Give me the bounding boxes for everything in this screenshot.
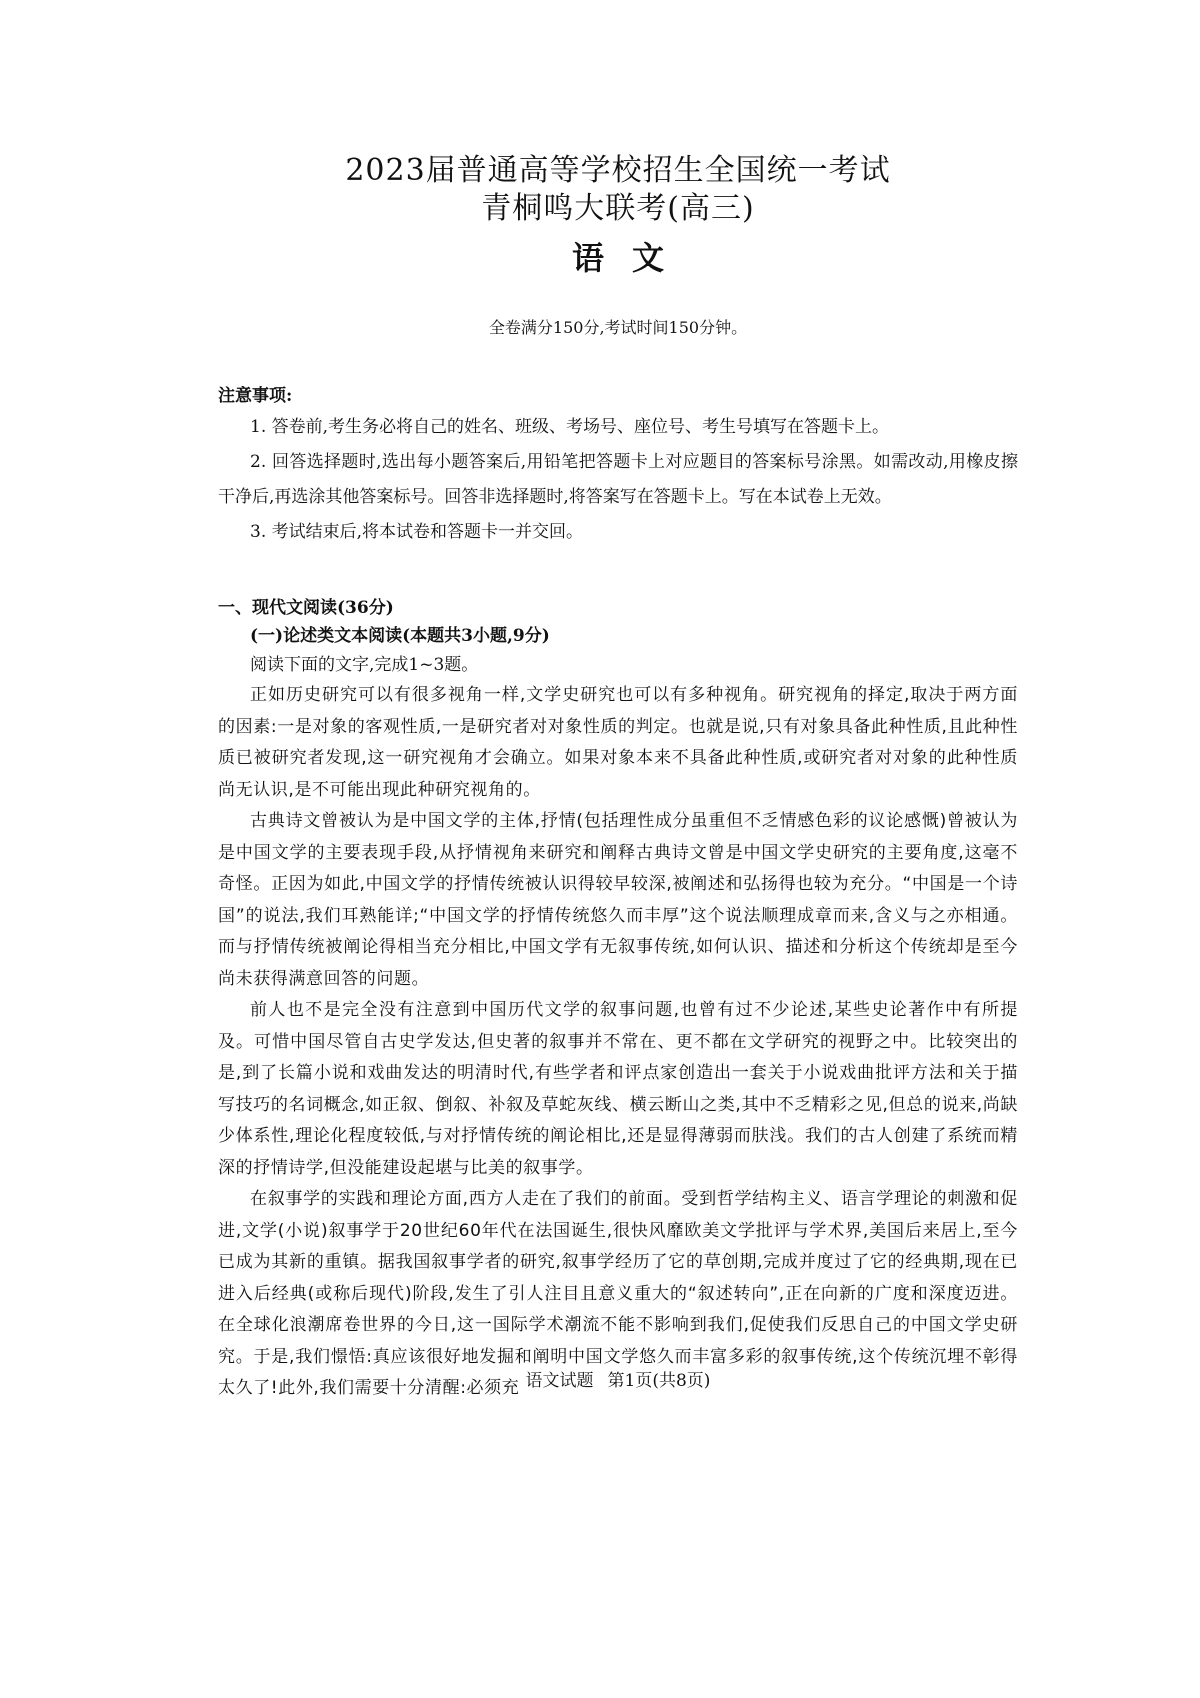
- section-subheading: (一)论述类文本阅读(本题共3小题,9分): [250, 626, 550, 646]
- passage-paragraph-2: 古典诗文曾被认为是中国文学的主体,抒情(包括理性成分虽重但不乏情感色彩的议论感慨)曾被认为是中国文学的主要表现手段,从抒情视角来研究和阐释古典诗文曾是中国文学史研究的主要角度,这毫不奇怪。正因为如此,中国文学的抒情传统被认识得较早较深,被阐述和弘扬得也较为充分。“中国是一个诗国”的说法,我们耳熟能详;“中国文学的抒情传统悠久而丰厚”这个说法顺理成章而来,含义与之亦相通。而与抒情传统被阐论得相当充分相比,中国文学有无叙事传统,如何认识、描述和分析这个传统却是至今尚未获得满意回答的问题。: [218, 811, 1018, 989]
- passage-paragraph-3: 前人也不是完全没有注意到中国历代文学的叙事问题,也曾有过不少论述,某些史论著作中有所提及。可惜中国尽管自古史学发达,但史著的叙事并不常在、更不都在文学研究的视野之中。比较突出的是,到了长篇小说和戏曲发达的明清时代,有些学者和评点家创造出一套关于小说戏曲批评方法和关于描写技巧的名词概念,如正叙、倒叙、补叙及草蛇灰线、横云断山之类,其中不乏精彩之见,但总的说来,尚缺少体系性,理论化程度较低,与对抒情传统的阐论相比,还是显得薄弱而肤浅。我们的古人创建了系统而精深的抒情诗学,但没能建设起堪与比美的叙事学。: [218, 1000, 1018, 1178]
- exam-subtitle: 青桐鸣大联考(高三): [481, 191, 755, 226]
- notice-heading: 注意事项:: [218, 386, 293, 406]
- footer-subject: 语文试题: [525, 1371, 594, 1391]
- passage-paragraph-1: 正如历史研究可以有很多视角一样,文学史研究也可以有多种视角。研究视角的择定,取决于两方面的因素:一是对象的客观性质,一是研究者对对象性质的判定。也就是说,只有对象具备此种性质,且此种性质已被研究者发现,这一研究视角才会确立。如果对象本来不具备此种性质,或研究者对对象的此种性质尚无认识,是不可能出现此种研究视角的。: [218, 685, 1018, 800]
- page-footer: [218, 1368, 1018, 1394]
- notice-item-1: 1. 答卷前,考生务必将自己的姓名、班级、考场号、座位号、考生号填写在答题卡上。: [250, 417, 890, 437]
- passage-paragraph-4: 在叙事学的实践和理论方面,西方人走在了我们的前面。受到哲学结构主义、语言学理论的刺激和促进,文学(小说)叙事学于20世纪60年代在法国诞生,很快风靡欧美文学批评与学术界,美国后来居上,至今已成为其新的重镇。据我国叙事学者的研究,叙事学经历了它的草创期,完成并度过了它的经典期,现在已进入后经典(或称后现代)阶段,发生了引人注目且意义重大的“叙述转向”,正在向新的广度和深度迈进。在全球化浪潮席卷世界的今日,这一国际学术潮流不能不影响到我们,促使我们反思自己的中国文学史研究。于是,我们憬悟:真应该很好地发掘和阐明中国文学悠久而丰富多彩的叙事传统,这个传统沉埋不彰得太久了!此外,我们需要十分清醒:必须充: [218, 1189, 1018, 1398]
- exam-title: 2023届普通高等学校招生全国统一考试: [345, 153, 891, 188]
- footer-page-number: 第1页(共8页): [607, 1371, 711, 1391]
- notice-item-3: 3. 考试结束后,将本试卷和答题卡一并交回。: [250, 522, 584, 542]
- subject-title: 语文: [571, 239, 692, 277]
- exam-page: [218, 150, 1018, 1405]
- reading-instruction: 阅读下面的文字,完成1~3题。: [250, 655, 479, 675]
- exam-meta: 全卷满分150分,考试时间150分钟。: [488, 318, 748, 337]
- notice-item-2: 2. 回答选择题时,选出每小题答案后,用铅笔把答题卡上对应题目的答案标号涂黑。如需改动,用橡皮擦干净后,再选涂其他答案标号。回答非选择题时,将答案写在答题卡上。写在本试卷上无效。: [218, 452, 1018, 507]
- section-heading: 一、现代文阅读(36分): [218, 598, 394, 618]
